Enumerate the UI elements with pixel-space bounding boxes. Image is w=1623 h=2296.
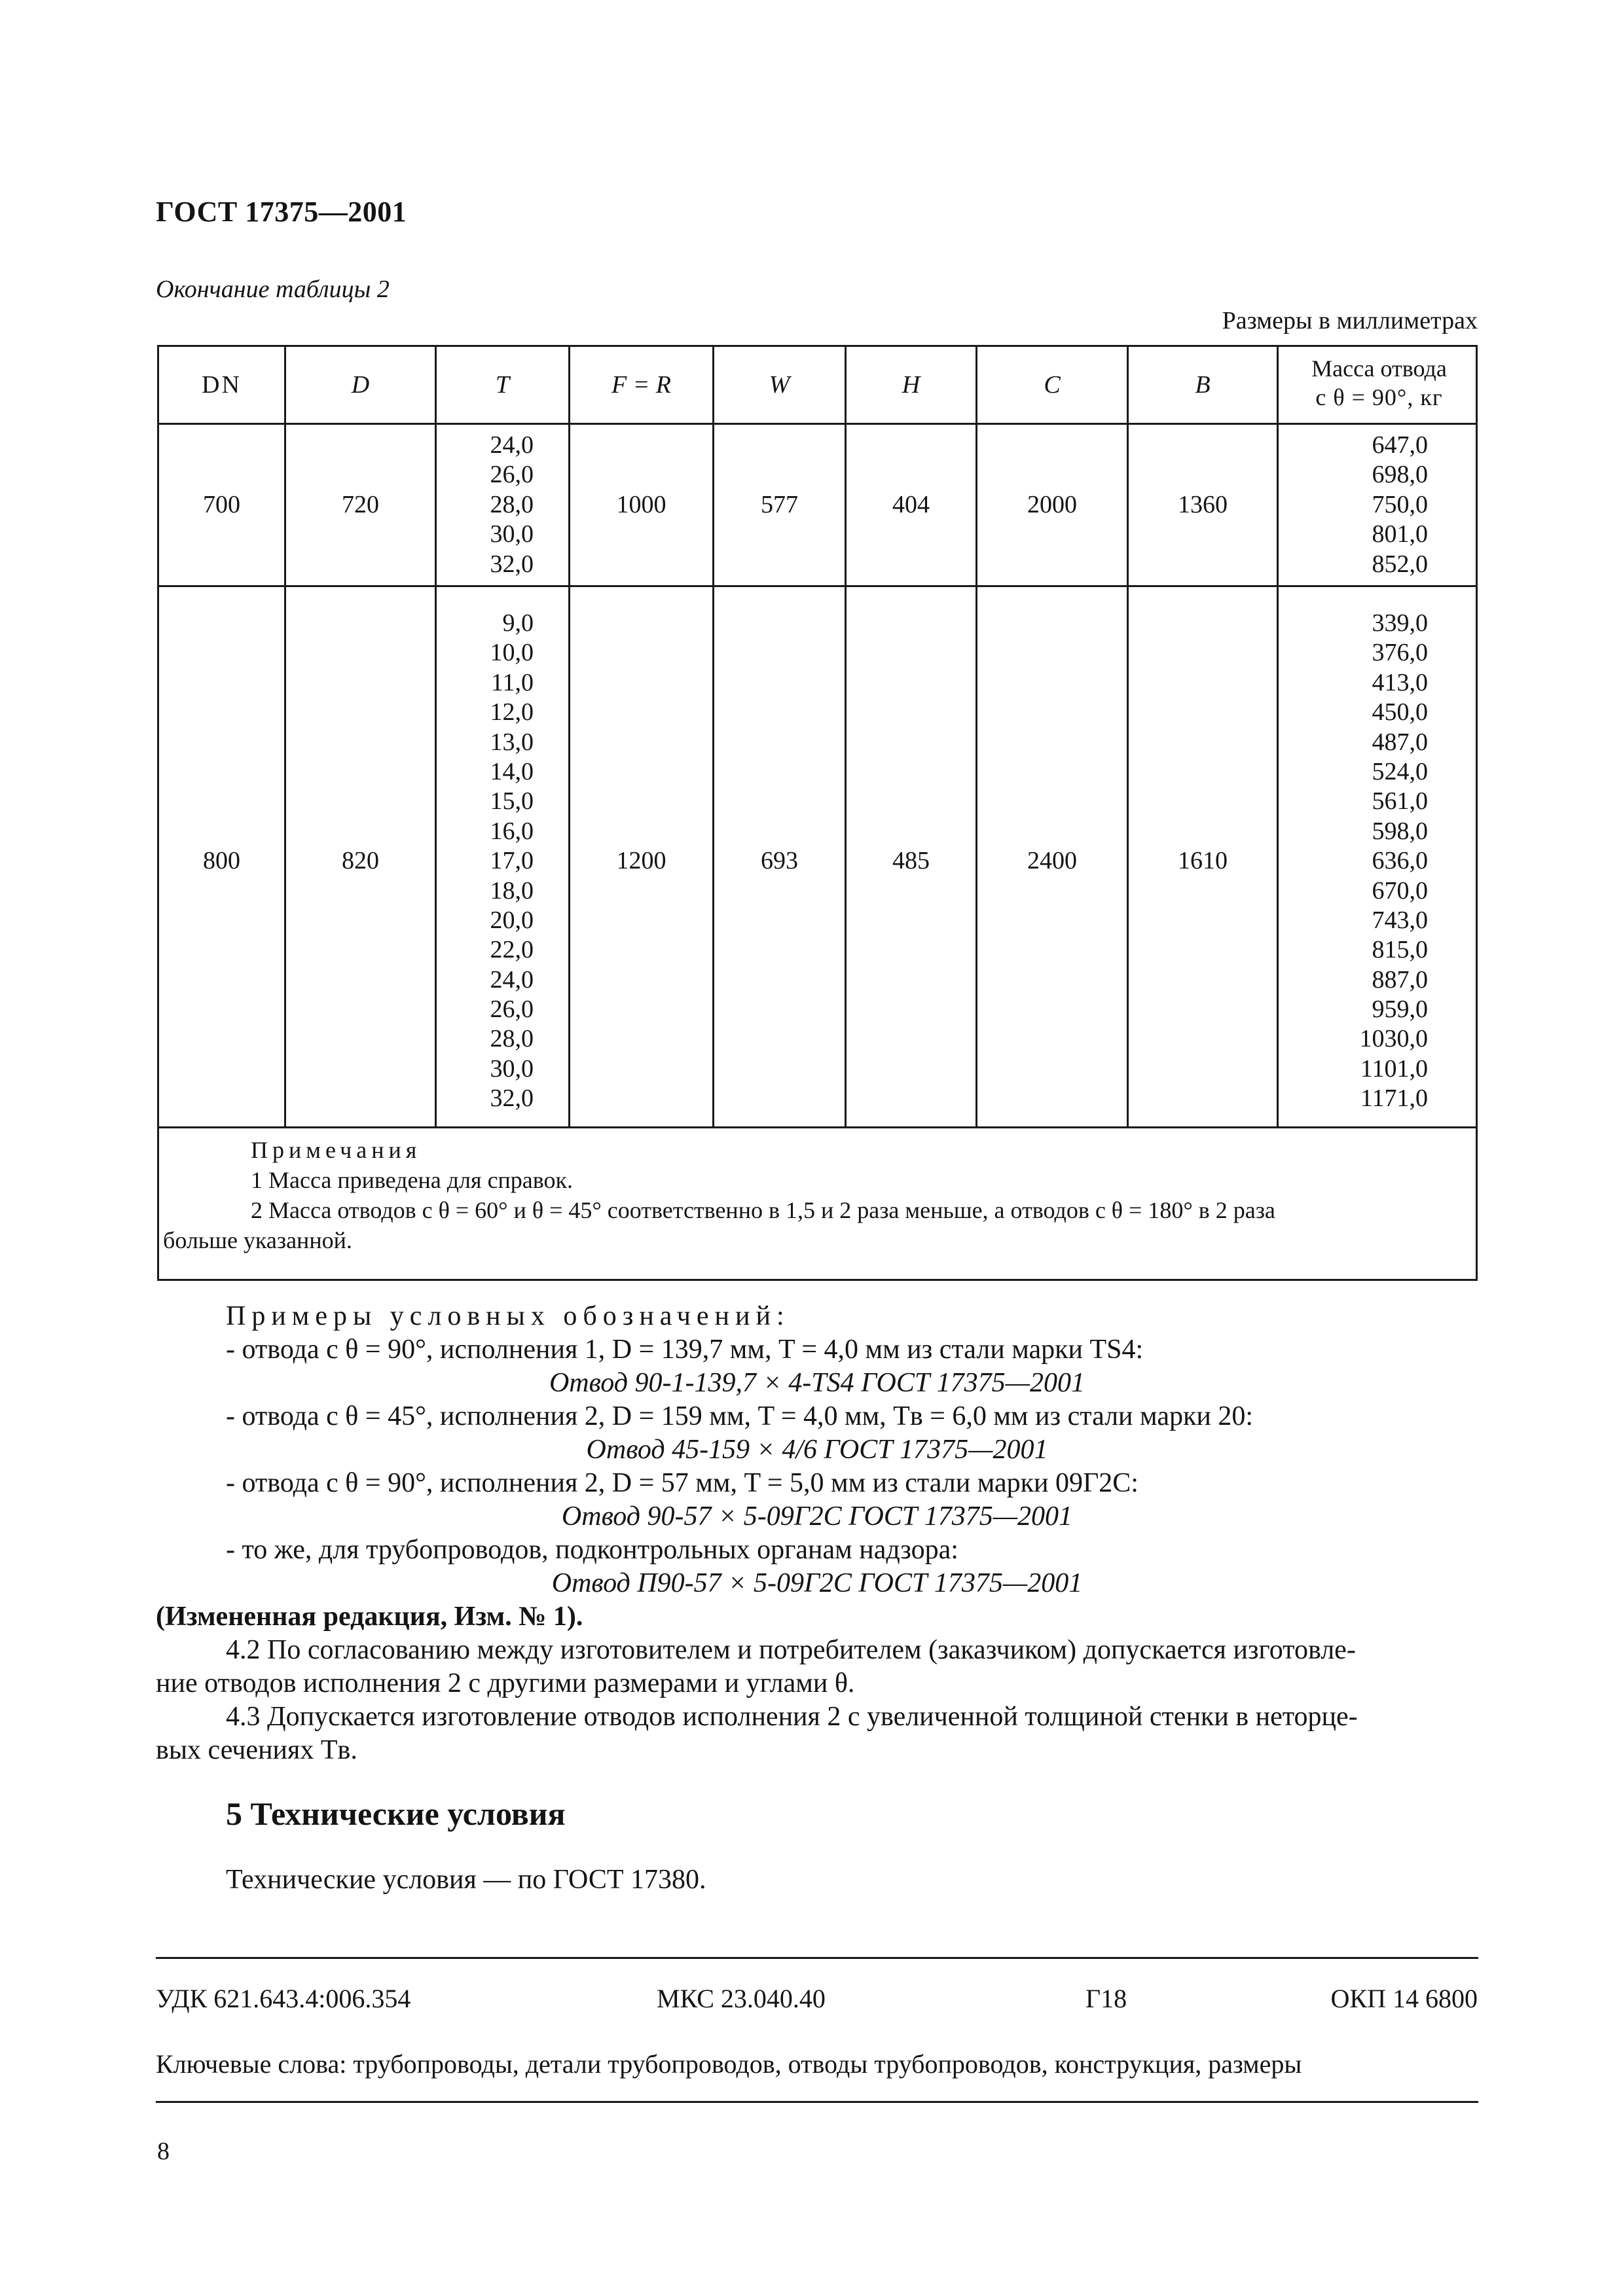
cell-c: 2000 — [1027, 491, 1077, 518]
mass-value: 636,0 — [1372, 847, 1428, 875]
t-value: 12,0 — [490, 698, 534, 726]
t-value: 18,0 — [490, 876, 534, 905]
cell-w: 693 — [761, 847, 798, 874]
mass-value: 801,0 — [1372, 520, 1428, 548]
cell-b: 1610 — [1178, 847, 1228, 874]
footer-udk: УДК 621.643.4:006.354 — [156, 1984, 411, 2013]
cell-f-r: 1200 — [616, 847, 666, 874]
header-mass-line1: Масса отвода — [1311, 355, 1447, 382]
example-desc: - то же, для трубопроводов, подконтрольных органам надзора: — [226, 1535, 958, 1565]
cell-dn: 700 — [203, 491, 240, 518]
table-notes — [159, 1127, 1476, 1255]
t-value: 26,0 — [490, 461, 534, 489]
cell-mass-list — [1279, 609, 1428, 1114]
header-d: D — [351, 371, 370, 399]
cell-mass-list — [1279, 431, 1428, 579]
t-value: 17,0 — [490, 847, 534, 875]
header-mass-line2: с θ = 90°, кг — [1315, 384, 1443, 410]
table-caption: Окончание таблицы 2 — [156, 276, 390, 303]
mass-value: 1171,0 — [1360, 1085, 1428, 1113]
header-t: T — [495, 371, 510, 399]
example-code: Отвод 90-1-139,7 × 4-TS4 ГОСТ 17375—2001 — [549, 1368, 1085, 1398]
cell-c: 2400 — [1027, 847, 1077, 874]
dimensions-table — [157, 345, 1478, 1281]
header-b: B — [1195, 371, 1211, 399]
mass-value: 524,0 — [1372, 757, 1428, 785]
cell-d: 720 — [342, 491, 379, 518]
footer-okp: ОКП 14 6800 — [1330, 1984, 1478, 2013]
cell-w: 577 — [761, 491, 798, 518]
cell-b: 1360 — [1178, 491, 1228, 518]
footer-top-rule — [156, 1957, 1478, 1959]
example-code: Отвод 45-159 × 4/6 ГОСТ 17375—2001 — [586, 1435, 1048, 1465]
footer-keywords: Ключевые слова: трубопроводы, детали трубопроводов, отводы трубопроводов, конструкция, размеры — [156, 2049, 1302, 2079]
header-c: C — [1044, 371, 1061, 399]
example-code: Отвод П90-57 × 5-09Г2С ГОСТ 17375—2001 — [551, 1568, 1083, 1598]
footer-bottom-rule — [156, 2101, 1478, 2103]
mass-value: 413,0 — [1372, 668, 1428, 696]
mass-value: 1101,0 — [1360, 1054, 1428, 1083]
t-value: 28,0 — [490, 490, 534, 518]
mass-value: 339,0 — [1372, 609, 1428, 637]
t-value: 26,0 — [490, 996, 534, 1024]
mass-value: 561,0 — [1372, 787, 1428, 816]
note-2-line2: больше указанной. — [163, 1227, 352, 1253]
mass-value: 598,0 — [1372, 817, 1428, 845]
note-2-line1: 2 Масса отводов с θ = 60° и θ = 45° соответственно в 1,5 и 2 раза меньше, а отводов с θ = 180° в 2 раза — [251, 1197, 1275, 1223]
examples-block — [156, 1300, 1478, 1767]
paragraph-4-3-line2: вых сечениях Tв. — [156, 1735, 357, 1765]
examples-title: Примеры условных обозначений: — [226, 1301, 790, 1331]
mass-value: 487,0 — [1372, 728, 1428, 756]
mass-value: 698,0 — [1372, 461, 1428, 489]
example-desc: - отвода с θ = 90°, исполнения 1, D = 139,7 мм, T = 4,0 мм из стали марки TS4: — [226, 1335, 1144, 1365]
t-value: 24,0 — [490, 965, 534, 994]
cell-d: 820 — [342, 847, 379, 874]
mass-value: 750,0 — [1372, 490, 1428, 518]
example-desc: - отвода с θ = 45°, исполнения 2, D = 159 мм, T = 4,0 мм, Tв = 6,0 мм из стали марки 20: — [226, 1401, 1254, 1431]
mass-value: 450,0 — [1372, 698, 1428, 726]
t-value: 32,0 — [490, 550, 534, 578]
document-header: ГОСТ 17375—2001 — [156, 196, 407, 228]
t-value: 13,0 — [490, 728, 534, 756]
note-1: 1 Масса приведена для справок. — [251, 1167, 574, 1193]
t-value: 20,0 — [490, 906, 534, 934]
t-value: 15,0 — [490, 787, 534, 816]
mass-value: 743,0 — [1372, 906, 1428, 934]
mass-value: 647,0 — [1372, 431, 1428, 459]
mass-value: 852,0 — [1372, 550, 1428, 578]
cell-t-list — [437, 431, 534, 579]
cell-dn: 800 — [203, 847, 240, 874]
example-desc: - отвода с θ = 90°, исполнения 2, D = 57 мм, T = 5,0 мм из стали марки 09Г2С: — [226, 1468, 1139, 1498]
section-5-heading: 5 Технические условия — [226, 1795, 566, 1832]
t-value: 22,0 — [490, 936, 534, 964]
cell-t-list — [437, 609, 534, 1114]
t-value: 10,0 — [490, 639, 534, 667]
cell-h: 404 — [892, 491, 930, 518]
header-h: H — [902, 371, 921, 399]
paragraph-4-2-line1: 4.2 По согласованию между изготовителем и потребителем (заказчиком) допускается изготовле- — [226, 1635, 1356, 1665]
amendment-note: (Измененная редакция, Изм. № 1). — [156, 1602, 583, 1632]
t-value: 24,0 — [490, 431, 534, 459]
footer-g: Г18 — [1085, 1984, 1127, 2013]
mass-value: 376,0 — [1372, 639, 1428, 667]
mass-value: 959,0 — [1372, 996, 1428, 1024]
footer-mks: МКС 23.040.40 — [657, 1984, 826, 2013]
t-value: 9,0 — [502, 609, 534, 637]
paragraph-4-2-line2: ние отводов исполнения 2 с другими размерами и углами θ. — [156, 1668, 855, 1698]
example-code: Отвод 90-57 × 5-09Г2С ГОСТ 17375—2001 — [561, 1501, 1073, 1532]
t-value: 30,0 — [490, 1054, 534, 1083]
t-value: 14,0 — [490, 757, 534, 785]
t-value: 32,0 — [490, 1085, 534, 1113]
paragraph-4-3-line1: 4.3 Допускается изготовление отводов исполнения 2 с увеличенной толщиной стенки в неторце- — [226, 1702, 1358, 1732]
cell-h: 485 — [892, 847, 930, 874]
t-value: 16,0 — [490, 817, 534, 845]
mass-value: 670,0 — [1372, 876, 1428, 905]
header-dn: DN — [202, 371, 242, 399]
header-w: W — [769, 371, 790, 399]
section-5-text: Технические условия — по ГОСТ 17380. — [226, 1865, 706, 1895]
t-value: 30,0 — [490, 520, 534, 548]
mass-value: 1030,0 — [1359, 1025, 1428, 1053]
mass-value: 815,0 — [1372, 936, 1428, 964]
notes-title: Примечания — [251, 1137, 422, 1163]
t-value: 11,0 — [490, 668, 534, 696]
t-value: 28,0 — [490, 1025, 534, 1053]
page-number: 8 — [157, 2138, 170, 2165]
cell-f-r: 1000 — [616, 491, 666, 518]
header-f-r: F = R — [611, 371, 672, 399]
units-note: Размеры в миллиметрах — [1222, 307, 1478, 334]
mass-value: 887,0 — [1372, 965, 1428, 994]
